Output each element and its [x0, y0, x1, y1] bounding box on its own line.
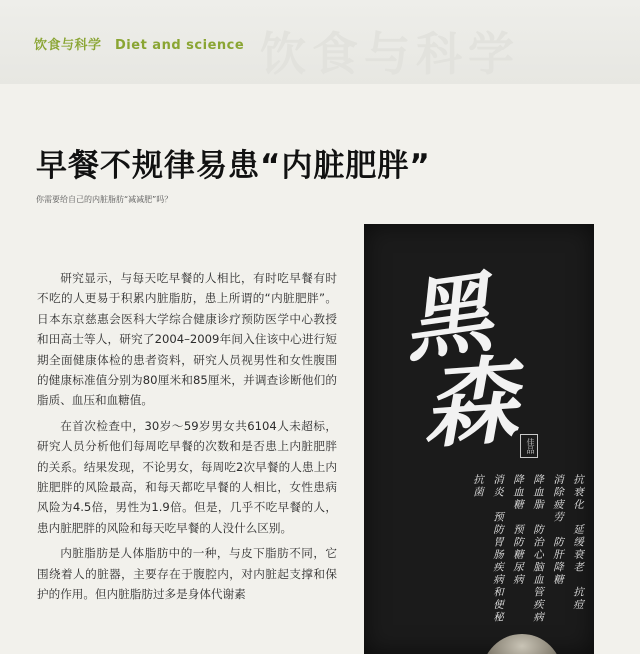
article-body [37, 268, 337, 610]
garlic-advertisement [364, 224, 594, 654]
ad-brand-char-1: 黑 [396, 259, 498, 375]
header-band [0, 0, 640, 84]
article-subtitle: 你需要给自己的内脏脂肪“减减肥”吗？ [36, 195, 173, 204]
ad-benefit-column: 抗衰化 延缓衰老 抗痘 [572, 474, 584, 612]
section-label: 饮食与科学 Diet and science [34, 38, 245, 53]
ad-benefit-columns [471, 474, 584, 652]
ad-benefit-column: 抗菌 [472, 474, 484, 499]
ad-benefit-column: 消炎 预防胃肠疾病和便秘 [492, 474, 504, 624]
article-paragraph: 研究显示，与每天吃早餐的人相比，有时吃早餐有时不吃的人更易于积累内脏脂肪，患上所谓的“内脏肥胖”。日本东京慈惠会医科大学综合健康诊疗预防医学中心教授和田高士等人，研究了2004–2009年间入住该中心进行短期全面健康体检的患者资料，研究人员视男性和女性腹围的健康标准值分别为80厘米和85厘米，并调查诊断他们的脂质、血压和血糖值。 [37, 271, 337, 408]
article-title: 早餐不规律易患“内脏肥胖” [36, 148, 431, 184]
ad-brand-char-2: 森 [418, 345, 521, 463]
ad-benefit-column: 消除疲劳 防肝降糖 [552, 474, 564, 587]
ad-benefit-column: 降血脂 防治心脑血管疾病 [532, 474, 544, 624]
article-paragraph: 内脏脂肪是人体脂肪中的一种，与皮下脂肪不同，它围绕着人的脏器，主要存在于腹腔内，对内脏起支撑和保护的作用。但内脏脂肪过多是身体代谢素 [37, 546, 337, 602]
ad-benefit-column: 降血糖 预防糖尿病 [512, 474, 524, 587]
ad-seal-stamp: 佳品 [520, 434, 538, 458]
article-paragraph: 在首次检查中，30岁～59岁男女共6104人未超标，研究人员分析他们每周吃早餐的次数和是否患上内脏肥胖的关系。结果发现，不论男女，每周吃2次早餐的人患上内脏肥胖的风险最高，和每天都吃早餐的人相比，女性患病风险为4.5倍，男性为1.9倍。但是，几乎不吃早餐的人，患内脏肥胖的风险和每天吃早餐的人没什么区别。 [37, 418, 337, 535]
header-watermark: 饮食与科学 [260, 27, 520, 81]
